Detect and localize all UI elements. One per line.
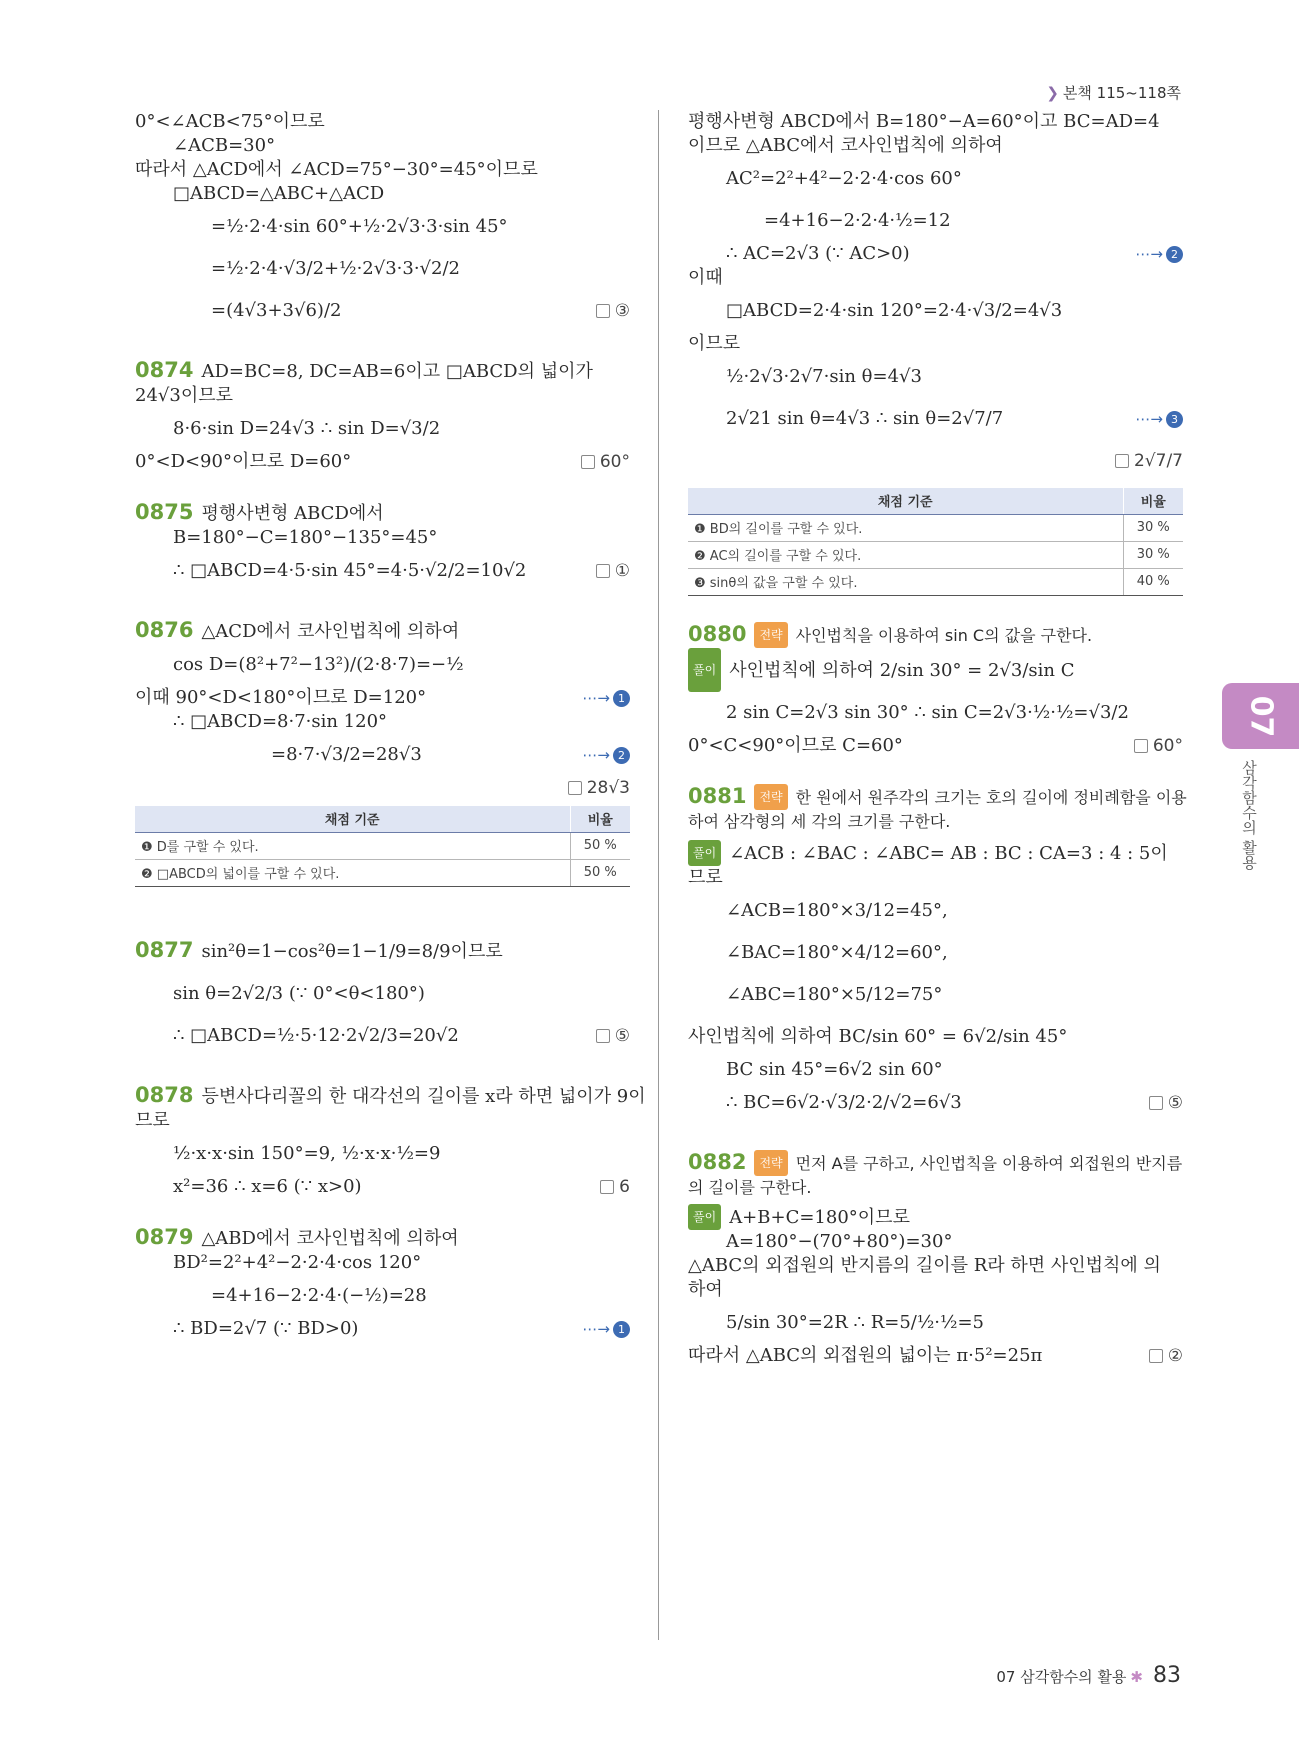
step-marker: ⋯→ 1 (582, 1317, 630, 1341)
line: 이때 90°<D<180°이므로 D=120° (135, 687, 427, 708)
column-divider (658, 110, 659, 1640)
problem-header (135, 1082, 646, 1109)
answer (581, 450, 630, 474)
line: 등변사다리꼴의 한 대각선의 길이를 x라 하면 넓이가 9이 (201, 1085, 646, 1107)
ratio-header: 비율 (570, 806, 630, 832)
table-row (688, 541, 1183, 568)
answer-text: ② (1167, 1345, 1183, 1366)
line: ∴ BC=6√2·√3/2·2/√2=6√3 (726, 1091, 962, 1113)
answer (596, 1015, 630, 1057)
problem-number: 0874 (135, 358, 194, 382)
left-column (135, 110, 646, 1341)
step-number: 2 (1166, 246, 1183, 263)
spacer (135, 332, 630, 358)
solution-line (688, 1204, 1183, 1230)
answer-icon (1134, 739, 1148, 753)
line: 따라서 △ACD에서 ∠ACD=75°−30°=45°이므로 (135, 159, 538, 180)
line: =4+16−2·2·4·(−½)=28 (211, 1284, 427, 1306)
answer-text: 6 (619, 1176, 630, 1197)
line: ∴ □ABCD=½·5·12·2√2/3=20√2 (173, 1024, 459, 1046)
answer-icon (1149, 1096, 1163, 1110)
answer (600, 1175, 630, 1199)
answer-line (688, 440, 1183, 482)
answer (1134, 734, 1183, 758)
line: 사인법칙에 의하여 2/sin 30° = 2√3/sin C (729, 659, 1075, 681)
answer (596, 290, 630, 332)
answer (1115, 440, 1183, 482)
solution-tag: 풀이 (688, 1204, 721, 1230)
answer (1149, 1082, 1183, 1124)
answer-line (688, 1082, 1183, 1124)
line: 므로 (135, 1109, 170, 1131)
line: □ABCD=2·4·sin 120°=2·4·√3/2=4√3 (726, 300, 1063, 321)
line: cos D=(8²+7²−13²)/(2·8·7)=−½ (173, 654, 464, 675)
line: ∠ABC=180°×5/12=75° (726, 983, 943, 1005)
line: ∠BAC=180°×4/12=60°, (726, 941, 948, 963)
step-marker: ⋯→ 3 (1135, 398, 1183, 440)
answer-icon (1115, 454, 1129, 468)
criteria-cell: ❶ D를 구할 수 있다. (135, 832, 570, 859)
line: △ABD에서 코사인법칙에 의하여 (201, 1227, 459, 1249)
line: =(4√3+3√6)/2 (211, 300, 342, 321)
line: sin²θ=1−cos²θ=1−1/9=8/9이므로 (201, 940, 503, 962)
answer-line (135, 1175, 630, 1199)
line: □ABCD=△ABC+△ACD (173, 183, 385, 204)
line: ∴ AC=2√3 (∵ AC>0) (726, 243, 910, 264)
step-number: 1 (613, 690, 630, 707)
answer-icon (596, 304, 610, 318)
ratio-cell: 50 % (570, 832, 630, 859)
step-marker: ⋯→ 2 (582, 734, 630, 776)
answer (596, 550, 630, 592)
line: 24√3이므로 (135, 385, 233, 406)
line: BC sin 45°=6√2 sin 60° (726, 1058, 943, 1080)
table-row (135, 832, 630, 859)
problem-number: 0879 (135, 1224, 194, 1249)
problem-number: 0882 (688, 1149, 747, 1174)
spacer (135, 592, 630, 618)
step-line (688, 242, 1183, 266)
line: 이므로 △ABC에서 코사인법칙에 의하여 (688, 135, 1003, 156)
answer-line (135, 1015, 630, 1057)
right-column (688, 110, 1187, 1368)
footer (996, 1663, 1181, 1688)
problem-header (688, 783, 1187, 810)
step-line (135, 734, 630, 776)
answer-text: 2√7/7 (1133, 451, 1183, 471)
spacer (688, 1124, 1183, 1150)
line: ∴ □ABCD=4·5·sin 45°=4·5·√2/2=10√2 (173, 560, 527, 581)
solution-tag: 풀이 (688, 648, 721, 692)
answer-text: ⑤ (1167, 1092, 1183, 1113)
answer-line (135, 550, 630, 592)
table-row (688, 568, 1183, 595)
answer-text: 28√3 (586, 778, 630, 798)
chapter-number: 07 (1243, 695, 1278, 737)
problem-header (135, 618, 630, 644)
ratio-cell: 30 % (1123, 541, 1183, 568)
spacer (135, 913, 630, 929)
step-line (135, 686, 630, 710)
answer-text: ① (614, 561, 630, 581)
problem-number: 0875 (135, 500, 194, 524)
page-number: 83 (1153, 1663, 1181, 1688)
ratio-cell: 30 % (1123, 514, 1183, 541)
line: 평행사변형 ABCD에서 B=180°−A=60°이고 BC=AD=4 (688, 111, 1160, 132)
line: △ABC의 외접원의 반지름의 길이를 R라 하면 사인법칙에 의 (688, 1254, 1161, 1276)
step-line (135, 1317, 630, 1341)
line: AD=BC=8, DC=AB=6이고 □ABCD의 넓이가 (201, 361, 593, 382)
line: 평행사변형 ABCD에서 (201, 503, 384, 524)
problem-header (135, 358, 630, 384)
criteria-cell: ❷ AC의 길이를 구할 수 있다. (688, 541, 1123, 568)
spacer (135, 1057, 630, 1083)
line: A=180°−(70°+80°)=30° (726, 1230, 953, 1252)
line: 0°<∠ACB<75°이므로 (135, 111, 325, 132)
strategy-text: 한 원에서 원주각의 크기는 호의 길이에 정비례함을 이용 (795, 787, 1187, 807)
line: ∠ACB : ∠BAC : ∠ABC= AB : BC : CA=3 : 4 : 5이 (729, 842, 1168, 864)
answer-line (688, 1344, 1183, 1368)
line: =½·2·4·√3/2+½·2√3·3·√2/2 (211, 258, 460, 279)
strategy-text: 하여 삼각형의 세 각의 크기를 구한다. (688, 811, 951, 831)
line: 5/sin 30°=2R ∴ R=5/½·½=5 (726, 1311, 985, 1333)
criteria-cell: ❷ □ABCD의 넓이를 구할 수 있다. (135, 859, 570, 886)
spacer (135, 887, 630, 913)
spacer (135, 1199, 630, 1225)
answer-text: ⑤ (614, 1025, 630, 1046)
criteria-cell: ❸ sinθ의 값을 구할 수 있다. (688, 568, 1123, 595)
line: 하여 (688, 1278, 723, 1300)
line: x²=36 ∴ x=6 (∵ x>0) (173, 1175, 362, 1197)
page-reference-text: 본책 115~118쪽 (1062, 84, 1181, 102)
strategy-tag: 전략 (754, 622, 787, 648)
table-header-row (135, 806, 630, 832)
answer-line (688, 734, 1183, 758)
page-reference (1046, 82, 1181, 103)
answer-icon (596, 564, 610, 578)
answer (568, 776, 630, 800)
spacer (135, 474, 630, 500)
line: BD²=2²+4²−2·2·4·cos 120° (173, 1251, 422, 1273)
solution-line (688, 840, 1183, 866)
ratio-cell: 50 % (570, 859, 630, 886)
line: =4+16−2·2·4·½=12 (764, 210, 951, 231)
answer-line (135, 776, 630, 800)
step-marker: ⋯→ 1 (582, 686, 630, 710)
line: sin θ=2√2/3 (∵ 0°<θ<180°) (173, 982, 425, 1004)
line: ∴ BD=2√7 (∵ BD>0) (173, 1317, 359, 1339)
chapter-tab (1222, 683, 1299, 749)
ratio-header: 비율 (1123, 488, 1183, 514)
triangle-marker-icon: ❯ (1046, 84, 1059, 102)
line: 8·6·sin D=24√3 ∴ sin D=√3/2 (173, 418, 441, 439)
line: 2√21 sin θ=4√3 ∴ sin θ=2√7/7 (726, 408, 1004, 429)
answer-text: ③ (614, 301, 630, 321)
step-number: 3 (1166, 411, 1183, 428)
line: 므로 (688, 866, 723, 888)
grading-table (135, 806, 630, 887)
criteria-header: 채점 기준 (688, 488, 1123, 514)
line: ∴ □ABCD=8·7·sin 120° (173, 711, 388, 732)
answer (1149, 1344, 1183, 1368)
line: =½·2·4·sin 60°+½·2√3·3·sin 45° (211, 216, 508, 237)
line: =8·7·√3/2=28√3 (271, 744, 422, 765)
problem-number: 0876 (135, 618, 194, 642)
line: 따라서 △ABC의 외접원의 넓이는 π·5²=25π (688, 1344, 1043, 1366)
answer-icon (596, 1029, 610, 1043)
step-line (688, 398, 1183, 440)
problem-number: 0881 (688, 783, 747, 808)
line: ∠ACB=180°×3/12=45°, (726, 899, 948, 921)
line: 0°<D<90°이므로 D=60° (135, 451, 352, 472)
strategy-text: 사인법칙을 이용하여 sin C의 값을 구한다. (795, 625, 1093, 645)
solution-tag: 풀이 (688, 840, 721, 866)
answer-icon (581, 455, 595, 469)
line: ∠ACB=30° (173, 135, 276, 156)
line: AC²=2²+4²−2·2·4·cos 60° (726, 168, 962, 189)
answer-icon (568, 781, 582, 795)
line: 이므로 (688, 333, 741, 354)
ratio-cell: 40 % (1123, 568, 1183, 595)
solution-line (688, 648, 1183, 692)
problem-header (135, 500, 630, 526)
table-header-row (688, 488, 1183, 514)
problem-header (135, 1225, 630, 1251)
step-number: 2 (613, 747, 630, 764)
chapter-side-title: 삼각함수의 활용 (1240, 760, 1258, 870)
line: 2 sin C=2√3 sin 30° ∴ sin C=2√3·½·½=√3/2 (726, 701, 1129, 723)
criteria-cell: ❶ BD의 길이를 구할 수 있다. (688, 514, 1123, 541)
answer-text: 60° (1152, 735, 1183, 756)
answer-line (135, 450, 630, 474)
problem-number: 0877 (135, 937, 194, 962)
strategy-text: 의 길이를 구한다. (688, 1177, 812, 1197)
strategy-text: 먼저 A를 구하고, 사인법칙을 이용하여 외접원의 반지름 (795, 1153, 1183, 1173)
strategy-tag: 전략 (754, 784, 787, 810)
line: 사인법칙에 의하여 BC/sin 60° = 6√2/sin 45° (688, 1025, 1068, 1047)
star-icon: ✱ (1130, 1668, 1143, 1686)
answer-icon (600, 1180, 614, 1194)
step-number: 1 (613, 1321, 630, 1338)
line: 0°<C<90°이므로 C=60° (688, 734, 903, 756)
step-marker: ⋯→ 2 (1135, 242, 1183, 266)
table-row (135, 859, 630, 886)
line: △ACD에서 코사인법칙에 의하여 (201, 621, 460, 642)
grading-table (688, 488, 1183, 596)
table-row (688, 514, 1183, 541)
answer-line (135, 290, 630, 332)
spacer (688, 596, 1183, 622)
answer-text: 60° (599, 452, 630, 472)
criteria-header: 채점 기준 (135, 806, 570, 832)
problem-number: 0878 (135, 1082, 194, 1107)
problem-header (135, 929, 630, 973)
spacer (688, 758, 1183, 784)
problem-header (688, 622, 1183, 648)
footer-chapter: 07 삼각함수의 활용 (996, 1668, 1127, 1686)
line: ½·2√3·2√7·sin θ=4√3 (726, 366, 922, 387)
answer-icon (1149, 1349, 1163, 1363)
line: ½·x·x·sin 150°=9, ½·x·x·½=9 (173, 1142, 441, 1164)
line: A+B+C=180°이므로 (729, 1206, 910, 1228)
line: 이때 (688, 267, 723, 288)
line: B=180°−C=180°−135°=45° (173, 527, 438, 548)
strategy-tag: 전략 (754, 1150, 787, 1176)
problem-header (688, 1150, 1183, 1176)
problem-number: 0880 (688, 621, 747, 646)
